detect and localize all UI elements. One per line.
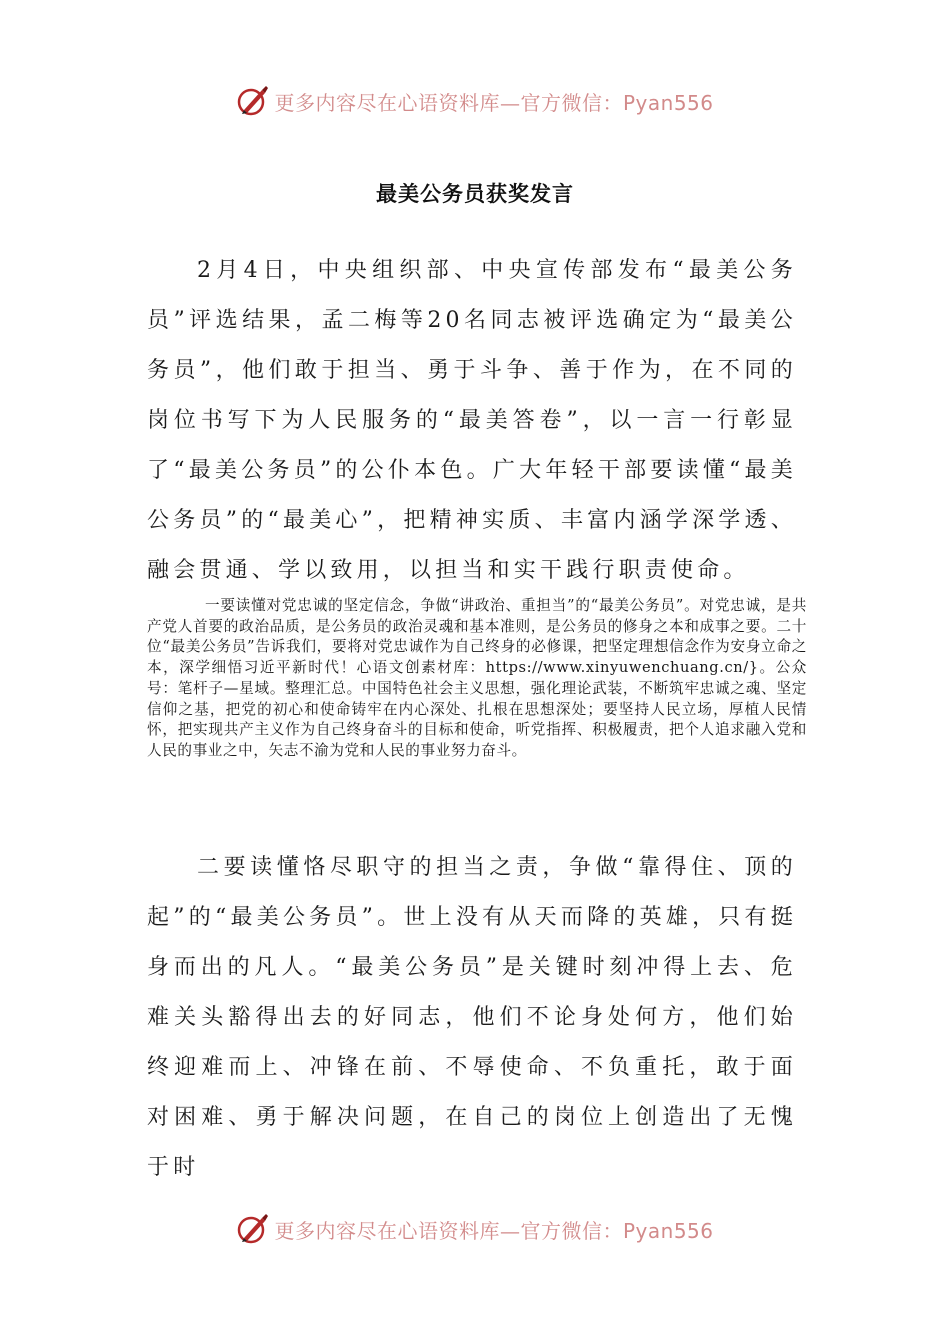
paragraph-loyalty: 一要读懂对党忠诚的坚定信念，争做“讲政治、重担当”的“最美公务员”。对党忠诚，是共产党人首要的政治品质，是公务员的政治灵魂和基本准则，是公务员的修身之本和成事之要。二十位“最美公务员”告诉我们，要将对党忠诚作为自己终身的必修课，把坚定理想信念作为安身立命之本，深学细悟习近平新时代！心语文创素材库：https://www.xinyuwenchuang.cn/}。公众号：笔杆子—星域。整理汇总。中国特色社会主义思想，强化理论武装，不断筑牢忠诚之魂、坚定信仰之基，把党的初心和使命铸牢在内心深处、扎根在思想深处；要坚持人民立场，厚植人民情怀，把实现共产主义作为自己终身奋斗的目标和使命，听党指挥、积极履责，把个人追求融入党和人民的事业之中，矢志不渝为党和人民的事业努力奋斗。 xyxy=(147,597,807,759)
watermark-text xyxy=(274,1215,713,1244)
pen-logo-icon xyxy=(236,84,270,118)
paragraph-intro: 2月4日，中央组织部、中央宣传部发布“最美公务员”评选结果，孟二梅等20名同志被评选确定为“最美公务员”，他们敢于担当、勇于斗争、善于作为，在不同的岗位书写下为人民服务的“最美答卷”，以一言一行彰显了“最美公务员”的公仆本色。广大年轻干部要读懂“最美公务员”的“最美心”，把精神实质、丰富内涵学深学透、融会贯通、学以致用，以担当和实干践行职责使命。 xyxy=(147,258,797,583)
watermark-label: 更多内容尽在心语资料库—官方微信： xyxy=(274,90,623,115)
watermark-wechat-id: Pyan556 xyxy=(622,90,714,115)
paragraph-duty: 二要读懂恪尽职守的担当之责，争做“靠得住、顶的起”的“最美公务员”。世上没有从天而降的英雄，只有挺身而出的凡人。“最美公务员”是关键时刻冲得上去、危难关头豁得出去的好同志，他们不论身处何方，他们始终迎难而上、冲锋在前、不辱使命、不负重托，敢于面对困难、勇于解决问题，在自己的岗位上创造出了无愧于时 xyxy=(147,855,797,1180)
watermark-wechat-id: Pyan556 xyxy=(622,1218,714,1243)
pen-logo-icon xyxy=(236,1212,270,1246)
footer-watermark xyxy=(0,1204,950,1254)
watermark-label: 更多内容尽在心语资料库—官方微信： xyxy=(274,1218,623,1243)
watermark-text xyxy=(274,87,713,116)
header-watermark xyxy=(0,76,950,126)
document-title: 最美公务员获奖发言 xyxy=(376,182,574,206)
